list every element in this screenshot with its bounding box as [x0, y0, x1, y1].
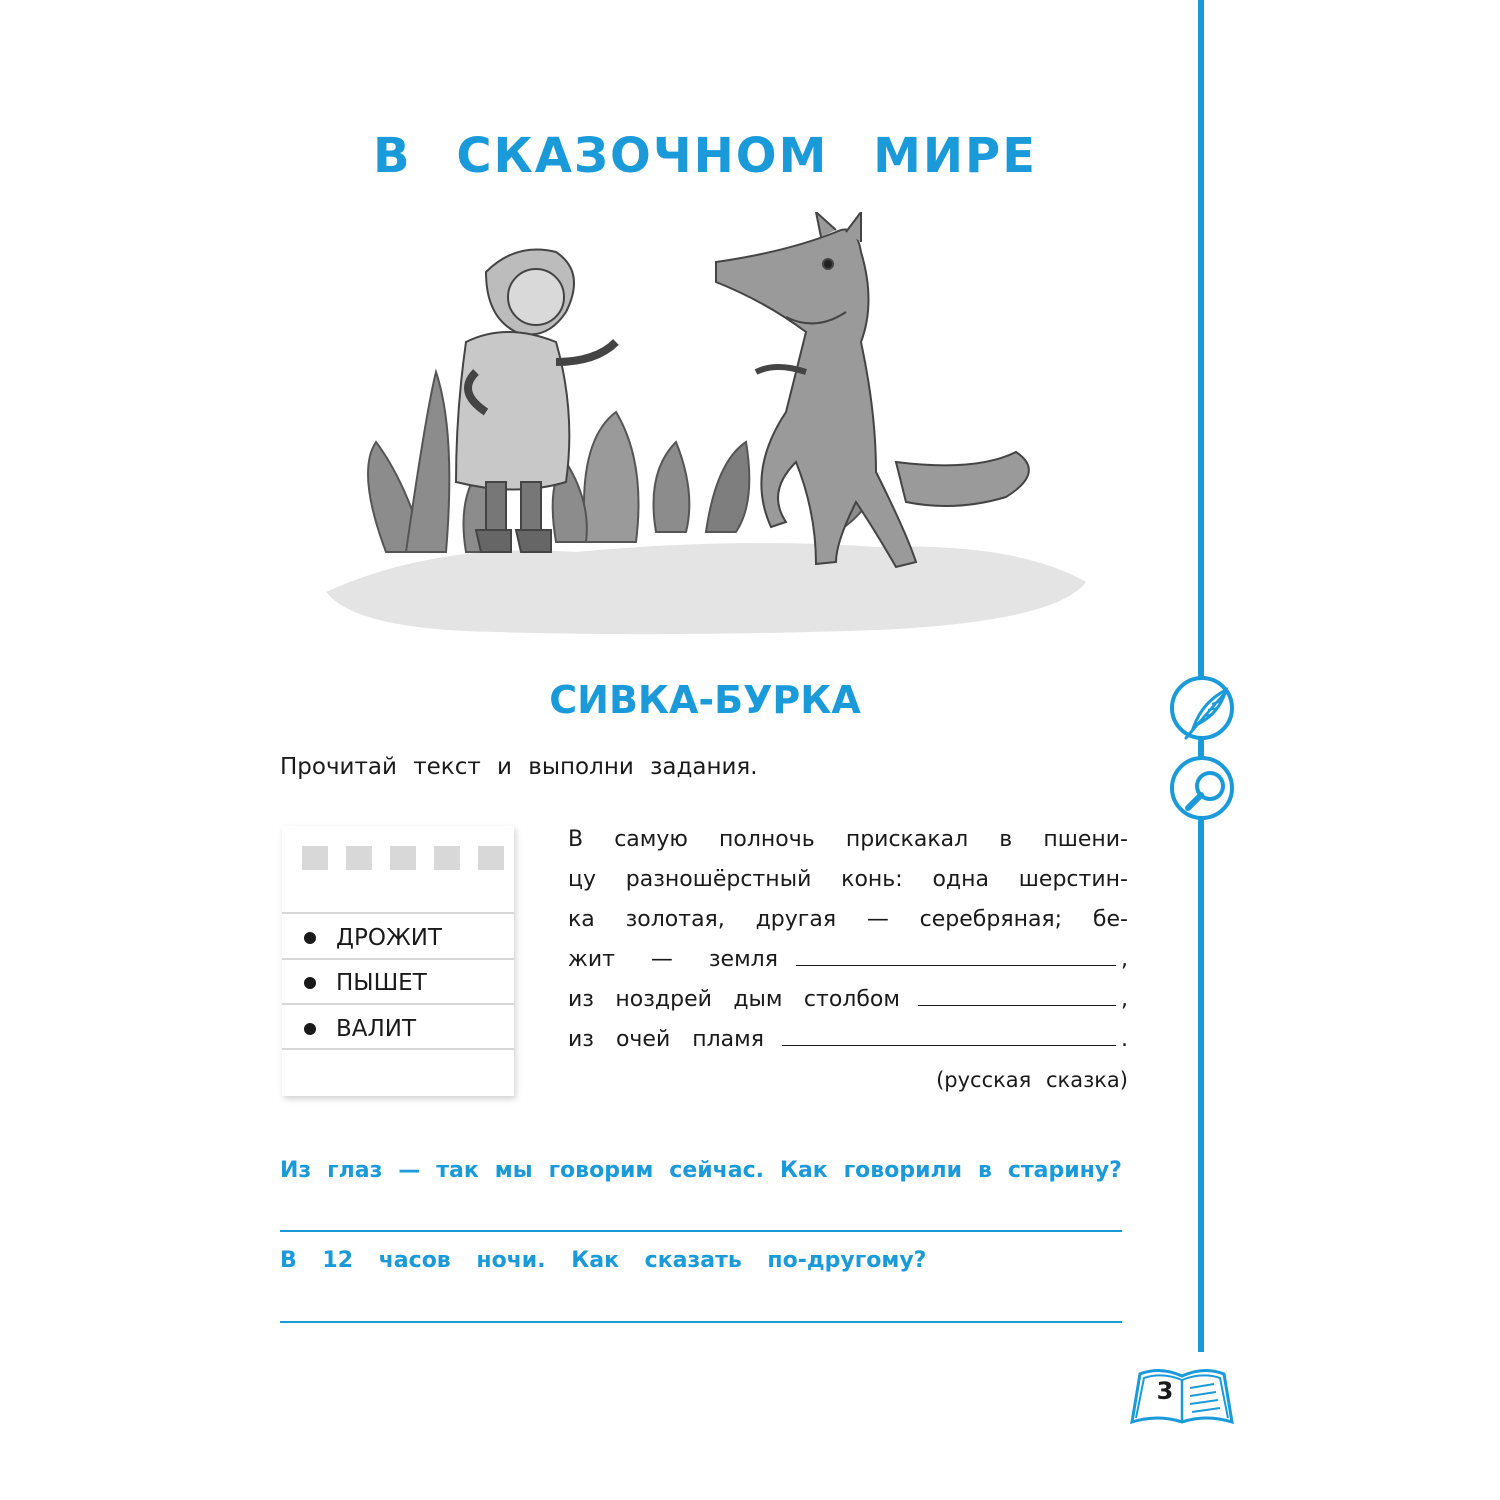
- word: жит: [568, 947, 615, 972]
- word: старину?: [1007, 1158, 1122, 1183]
- word: —: [650, 947, 673, 972]
- bullet-icon: [304, 1023, 316, 1035]
- story-line: [568, 820, 1128, 860]
- word: в: [999, 827, 1013, 852]
- punctuation: ,: [1121, 987, 1128, 1012]
- answer-line[interactable]: [280, 1321, 1122, 1323]
- story-title: СИВКА-БУРКА: [549, 678, 861, 722]
- word: ка: [568, 907, 595, 932]
- word: пшени-: [1043, 827, 1128, 852]
- word-item: [304, 1009, 416, 1049]
- word: разношёрстный: [625, 867, 812, 892]
- card-divider: [282, 912, 514, 914]
- word: из: [568, 987, 594, 1012]
- story-source: (русская сказка): [936, 1068, 1128, 1092]
- word-card: [282, 826, 514, 1096]
- question-2: В 12 часов ночи. Как сказать по-другому?: [280, 1248, 927, 1273]
- word: столбом: [803, 987, 900, 1012]
- magnifier-icon: [1170, 756, 1234, 820]
- answer-blank[interactable]: [782, 1020, 1116, 1046]
- word: полночь: [719, 827, 815, 852]
- word: —: [866, 907, 889, 932]
- fairy-tale-illustration: [316, 212, 1096, 642]
- gap-text: [568, 940, 778, 980]
- word: в: [977, 1158, 992, 1183]
- word: так: [436, 1158, 479, 1183]
- punctuation: .: [1121, 1027, 1128, 1052]
- word: золотая,: [625, 907, 725, 932]
- story-line: [568, 900, 1128, 940]
- word: —: [398, 1158, 421, 1183]
- story-line: [568, 860, 1128, 900]
- card-divider: [282, 1003, 514, 1005]
- word: конь:: [841, 867, 903, 892]
- word-text: ВАЛИТ: [336, 1016, 417, 1042]
- card-divider: [282, 958, 514, 960]
- word-item: [304, 918, 442, 958]
- word: самую: [614, 827, 688, 852]
- letter-squares: [302, 846, 504, 870]
- answer-line[interactable]: [280, 1230, 1122, 1232]
- word: очей: [615, 1027, 671, 1052]
- gap-line: [568, 980, 1128, 1020]
- word: ноздрей: [615, 987, 712, 1012]
- page-number: 3: [1156, 1377, 1174, 1405]
- word: глаз: [327, 1158, 383, 1183]
- question-1: [280, 1158, 1122, 1183]
- gap-text: [568, 980, 900, 1020]
- page-title: В СКАЗОЧНОМ МИРЕ: [373, 128, 1037, 184]
- task-instruction: Прочитай текст и выполни задания.: [280, 754, 758, 780]
- word: другая: [755, 907, 837, 932]
- bullet-icon: [304, 977, 316, 989]
- word: пламя: [692, 1027, 764, 1052]
- answer-blank[interactable]: [796, 940, 1116, 966]
- word: В: [568, 827, 584, 852]
- word: бе-: [1092, 907, 1128, 932]
- word: прискакал: [845, 827, 969, 852]
- word-text: ПЫШЕТ: [336, 970, 427, 996]
- word: Из: [280, 1158, 312, 1183]
- gap-text: [568, 1020, 764, 1060]
- letter-square: [346, 846, 372, 870]
- card-divider: [282, 1048, 514, 1050]
- gap-line: [568, 1020, 1128, 1060]
- word: говорим: [548, 1158, 654, 1183]
- word: одна: [932, 867, 989, 892]
- word: мы: [494, 1158, 533, 1183]
- word: Как: [779, 1158, 828, 1183]
- bullet-icon: [304, 932, 316, 944]
- punctuation: ,: [1121, 947, 1128, 972]
- letter-square: [478, 846, 504, 870]
- word-item: [304, 963, 427, 1003]
- word: цу: [568, 867, 596, 892]
- word: шерстин-: [1018, 867, 1128, 892]
- answer-blank[interactable]: [918, 980, 1116, 1006]
- word-text: ДРОЖИТ: [336, 925, 442, 951]
- letter-square: [434, 846, 460, 870]
- gap-line: [568, 940, 1128, 980]
- word: серебряная;: [919, 907, 1063, 932]
- feather-icon: [1170, 676, 1234, 740]
- letter-square: [390, 846, 416, 870]
- word: из: [568, 1027, 594, 1052]
- word: земля: [708, 947, 778, 972]
- open-book-icon: [1126, 1364, 1238, 1426]
- word: говорили: [843, 1158, 963, 1183]
- letter-square: [302, 846, 328, 870]
- story-text: [568, 820, 1128, 1060]
- word: сейчас.: [669, 1158, 765, 1183]
- word: дым: [733, 987, 783, 1012]
